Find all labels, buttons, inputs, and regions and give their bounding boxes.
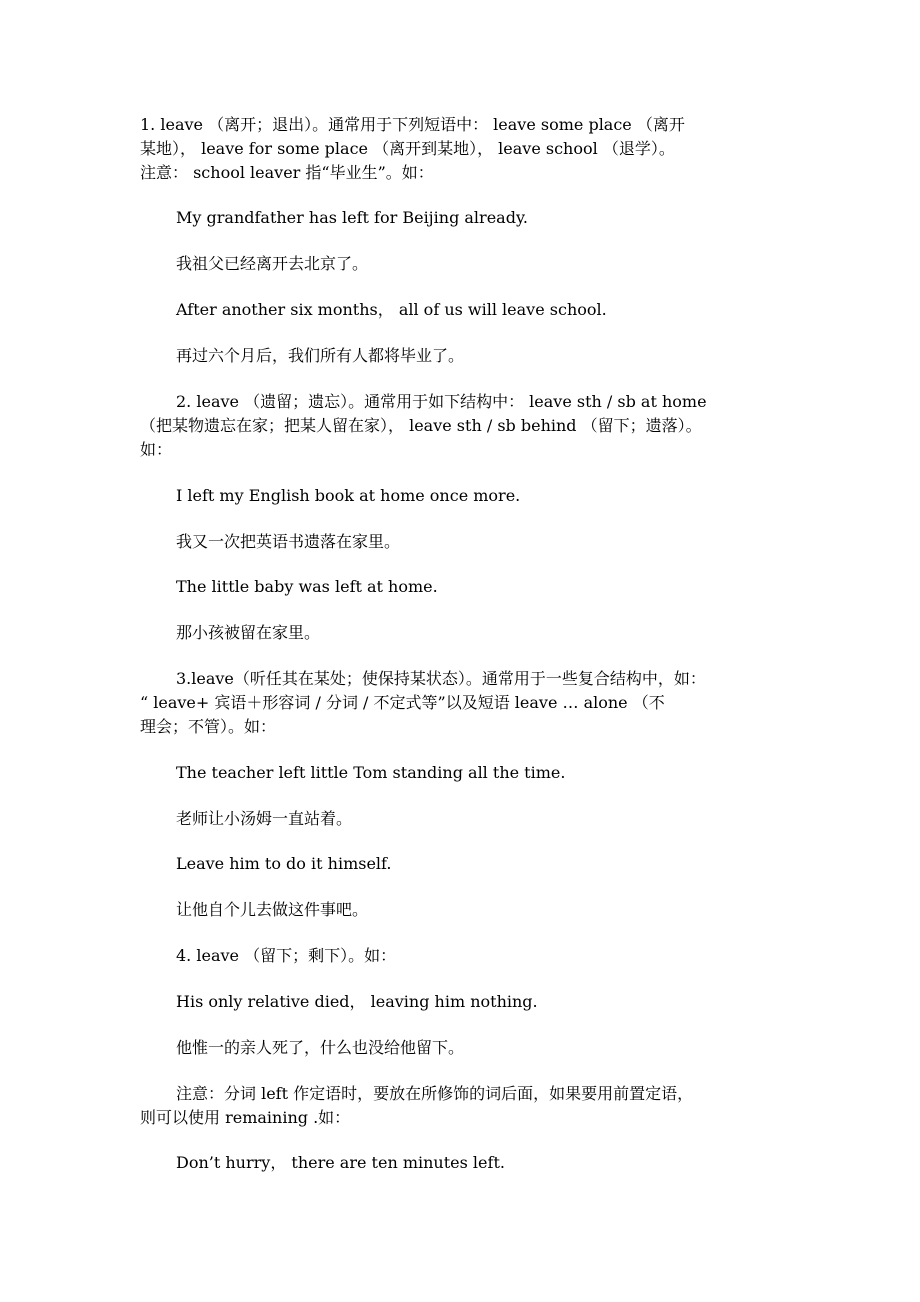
section2-example1-en: I left my English book at home once more. bbox=[176, 486, 521, 505]
section2-heading-line-2: （把某物遗忘在家；把某人留在家）， leave sth / sb behind （留下；遗落）。 bbox=[140, 416, 702, 435]
section3-heading-line-1: 3.leave（听任其在某处；使保持某状态）。通常用于一些复合结构中，如： bbox=[176, 669, 706, 688]
section4-example2-en: Don’t hurry， there are ten minutes left. bbox=[176, 1153, 505, 1172]
section2-example2-en: The little baby was left at home. bbox=[176, 577, 438, 596]
section2-heading-line-1: 2. leave （遗留；遗忘）。通常用于如下结构中： leave sth / sb at home bbox=[176, 392, 707, 411]
section3-example2-zh: 让他自个儿去做这件事吧。 bbox=[176, 900, 369, 919]
section1-heading-line-1: 1. leave （离开；退出）。通常用于下列短语中： leave some place （离开 bbox=[140, 115, 685, 134]
section2-example1-zh: 我又一次把英语书遗落在家里。 bbox=[176, 532, 401, 551]
section2-example2-zh: 那小孩被留在家里。 bbox=[176, 623, 321, 642]
section4-note-line-1: 注意：分词 left 作定语时，要放在所修饰的词后面，如果要用前置定语， bbox=[176, 1084, 694, 1103]
section1-heading-line-2: 某地）， leave for some place （离开到某地）， leave school （退学）。 bbox=[140, 139, 675, 158]
section3-heading-line-3: 理会；不管）。如： bbox=[140, 717, 277, 736]
section4-example1-zh: 他惟一的亲人死了，什么也没给他留下。 bbox=[176, 1038, 465, 1057]
section1-example2-zh: 再过六个月后，我们所有人都将毕业了。 bbox=[176, 346, 465, 365]
section2-heading-line-3: 如： bbox=[140, 440, 173, 459]
section1-heading-line-3: 注意： school leaver 指“毕业生”。如： bbox=[140, 163, 434, 182]
section1-example2-en: After another six months， all of us will leave school. bbox=[176, 300, 607, 319]
section1-example1-zh: 我祖父已经离开去北京了。 bbox=[176, 254, 369, 273]
section3-example1-zh: 老师让小汤姆一直站着。 bbox=[176, 809, 353, 828]
section3-example2-en: Leave him to do it himself. bbox=[176, 854, 392, 873]
section3-example1-en: The teacher left little Tom standing all the time. bbox=[176, 763, 566, 782]
section4-example1-en: His only relative died， leaving him nothing. bbox=[176, 992, 538, 1011]
section3-heading-line-2: “ leave+ 宾语＋形容词 / 分词 / 不定式等”以及短语 leave … alone （不 bbox=[140, 693, 665, 712]
section4-note-line-2: 则可以使用 remaining .如： bbox=[140, 1108, 351, 1127]
section1-example1-en: My grandfather has left for Beijing already. bbox=[176, 208, 528, 227]
section4-heading: 4. leave （留下；剩下）。如： bbox=[176, 946, 397, 965]
